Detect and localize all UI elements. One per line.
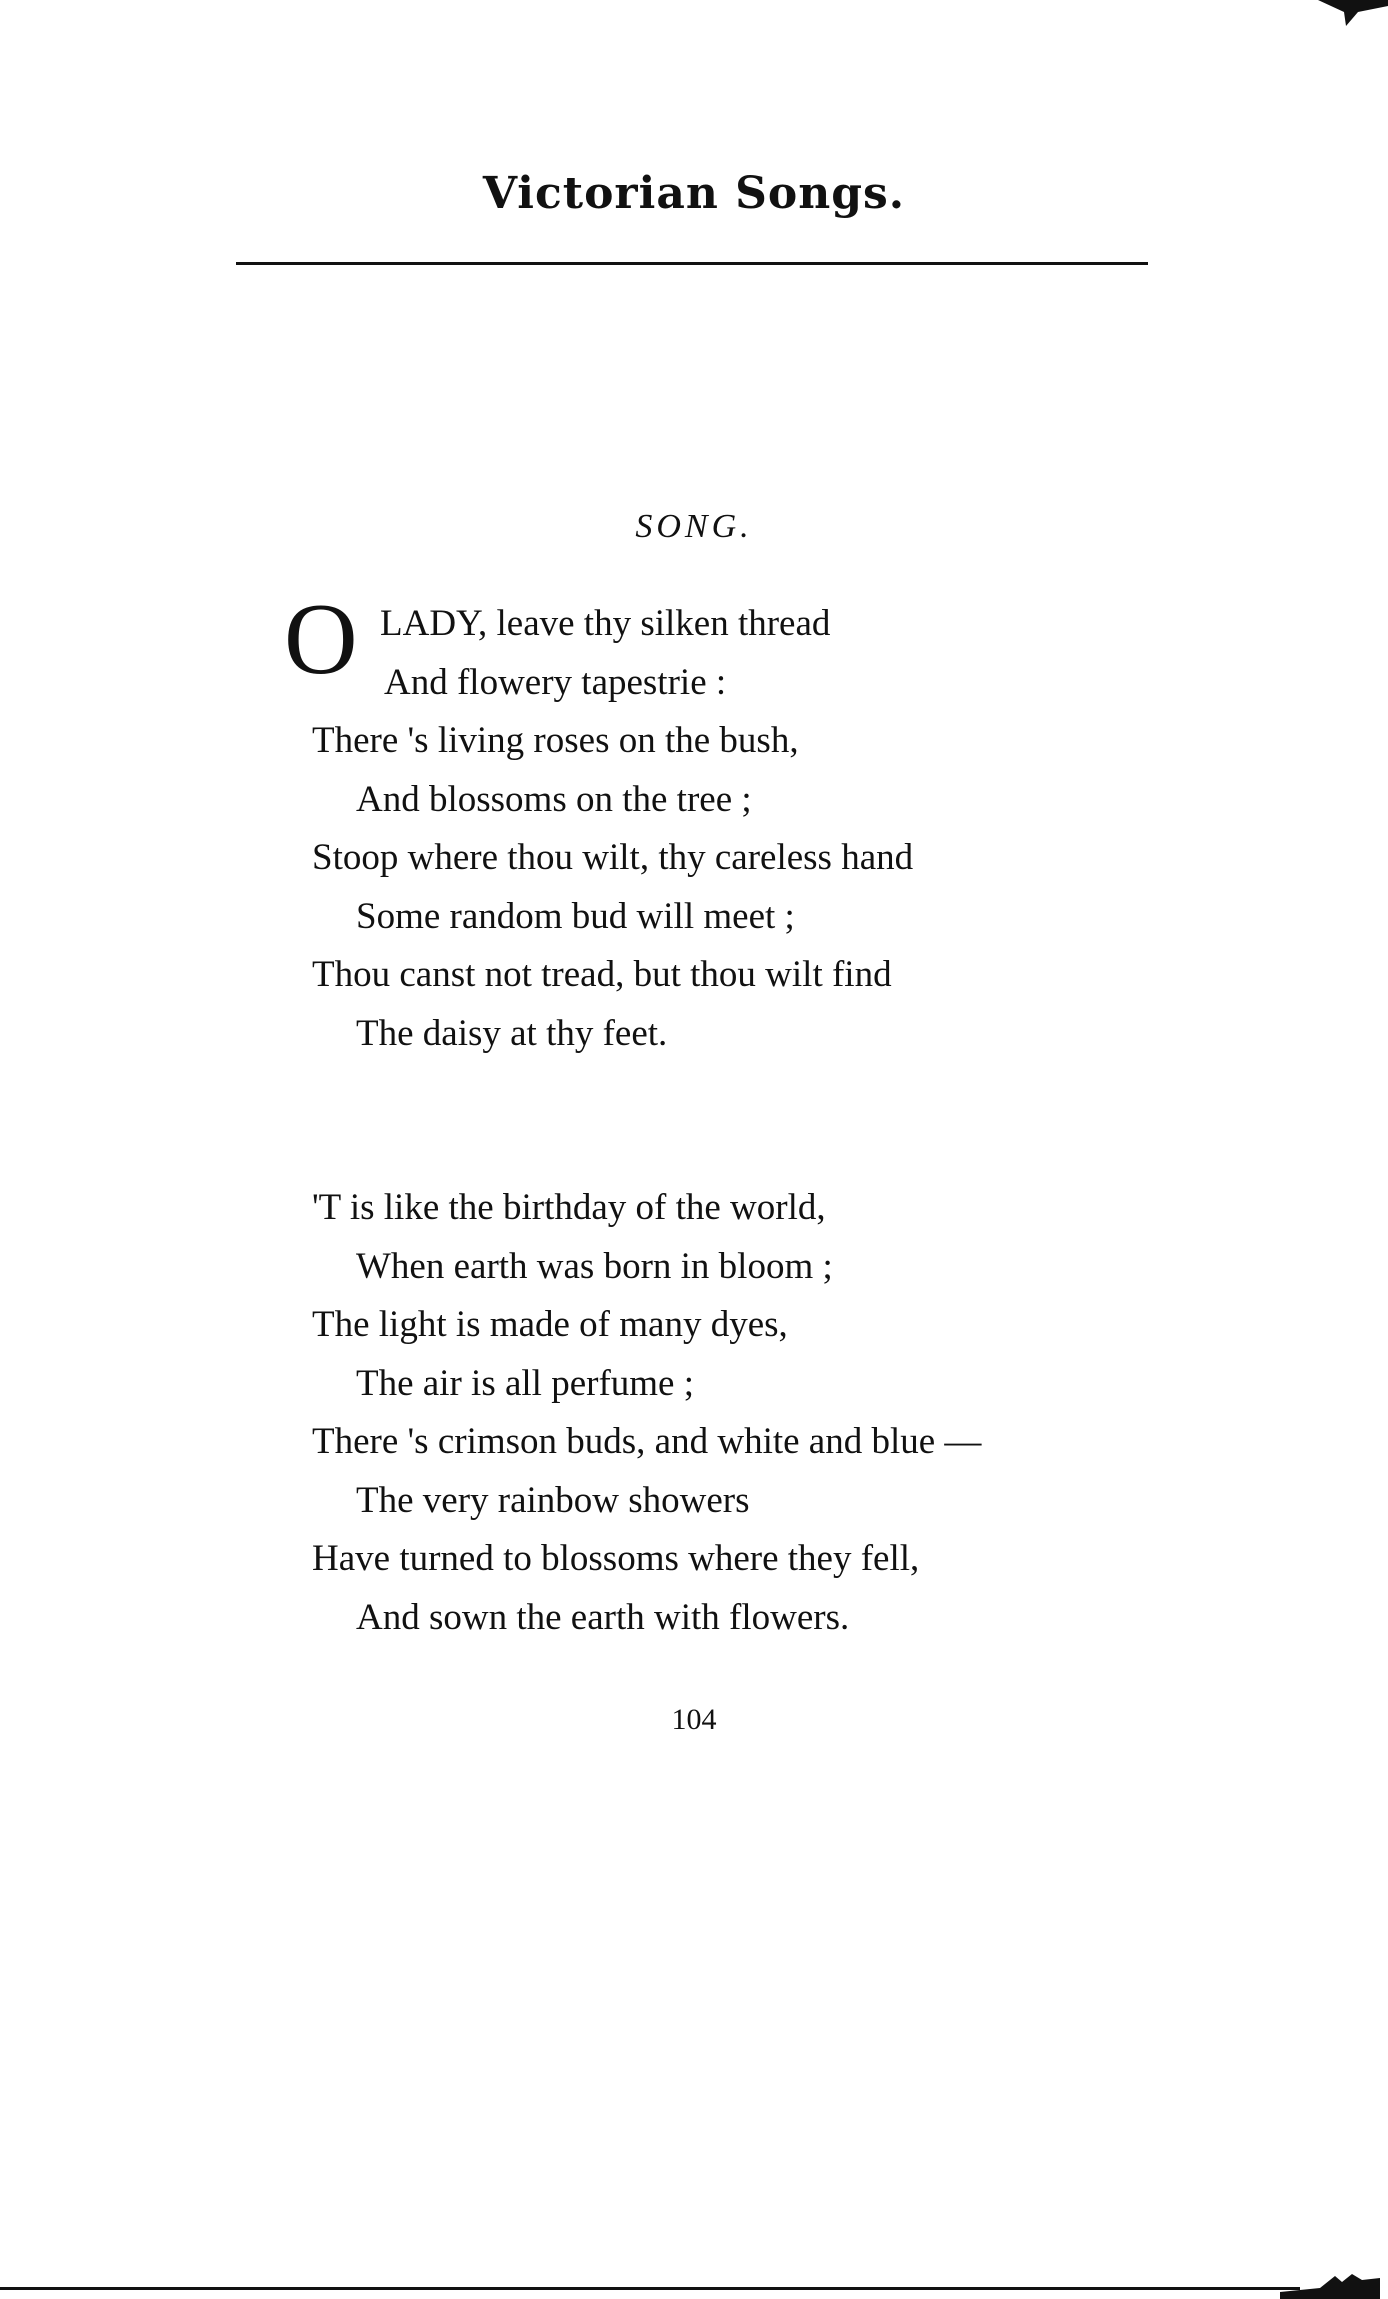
verse-line: Thou canst not tread, but thou wilt find [312,954,892,995]
header-rule [236,262,1148,265]
verse-line: The daisy at thy feet. [356,1012,668,1054]
verse-line: Have turned to blossoms where they fell, [312,1538,920,1579]
running-head: Victorian Songs. [482,168,906,219]
verse-line: The very rainbow showers [356,1479,750,1521]
verse-line: There 's living roses on the bush, [312,720,799,761]
stanza-1 [312,595,913,1063]
verse-line: And flowery tapestrie : [384,661,727,703]
verse-line: And sown the earth with flowers. [356,1596,850,1638]
verse-line: There 's crimson buds, and white and blue — [312,1421,982,1462]
verse-line: Some random bud will meet ; [356,895,795,937]
stanza-2 [312,1179,981,1647]
verse-line: LADY, leave thy silken thread [380,603,831,644]
scan-edge-mark-icon [1280,2262,1380,2299]
corner-scan-mark-icon [1318,0,1388,30]
page-number: 104 [671,1703,717,1736]
verse-line: Stoop where thou wilt, thy careless hand [312,837,914,878]
verse-line: The light is made of many dyes, [312,1304,788,1345]
drop-cap: O [284,583,358,696]
verse-line: 'T is like the birthday of the world, [312,1187,826,1228]
footer-rule [0,2287,1300,2290]
verse-line: When earth was born in bloom ; [356,1245,833,1287]
verse-line: The air is all perfume ; [356,1362,695,1404]
verse-line: And blossoms on the tree ; [356,778,752,820]
song-title: SONG. [635,508,753,545]
